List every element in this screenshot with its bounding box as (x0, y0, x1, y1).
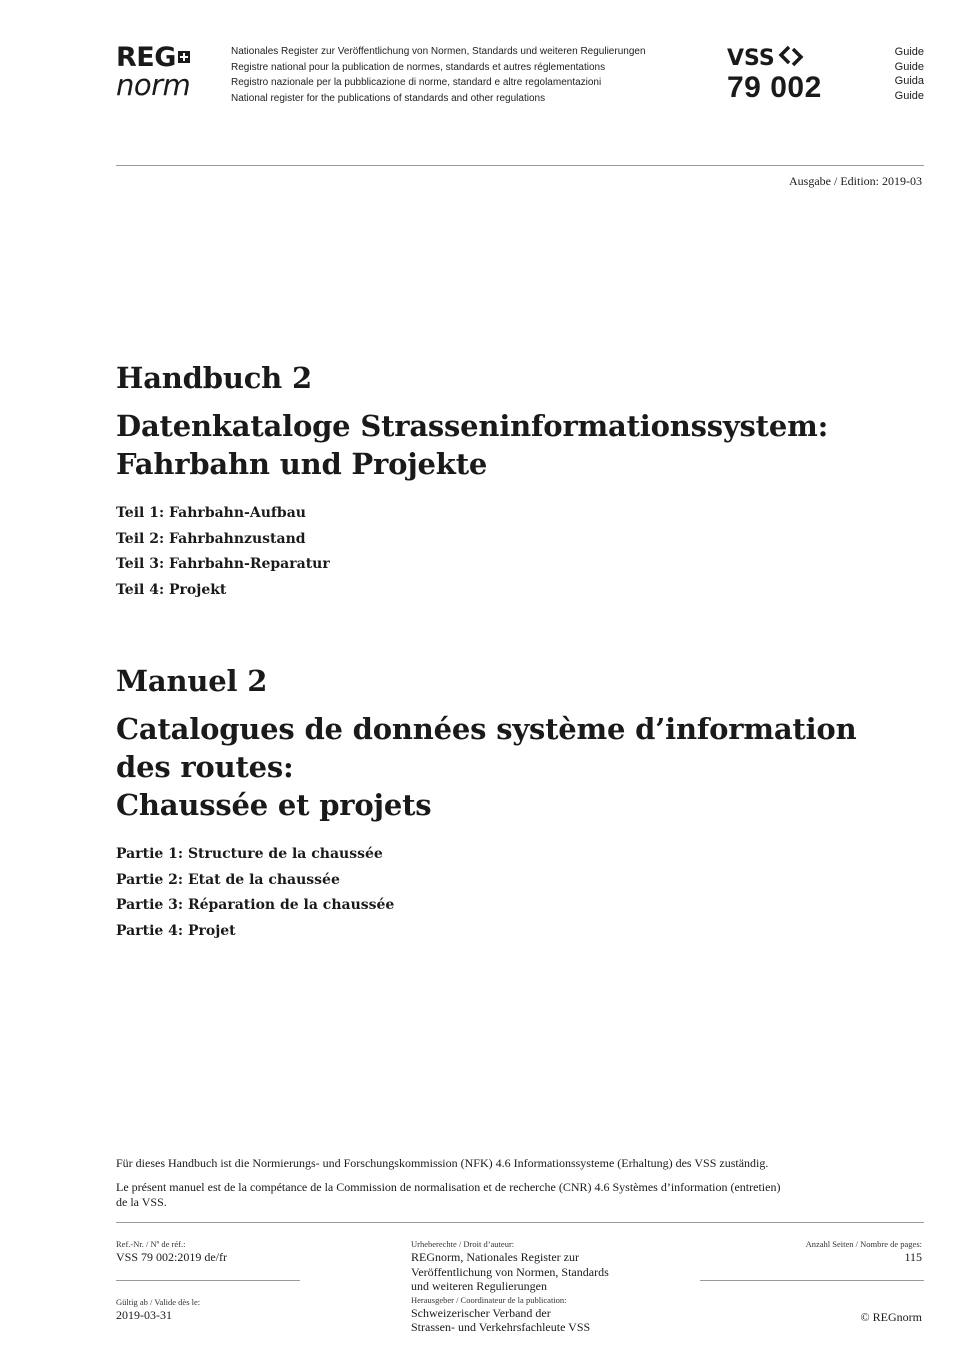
french-part-item: Partie 1: Structure de la chaussée (116, 846, 383, 862)
regnorm-logo (116, 44, 216, 104)
guide-label-de: Guide (894, 46, 924, 58)
publisher-label: Herausgeber / Coordinateur de la publication: (411, 1294, 567, 1305)
publisher-line: Strassen- und Verkehrsfachleute VSS (411, 1320, 591, 1334)
responsibility-fr-line: de la VSS. (116, 1195, 167, 1209)
vss-arrows-icon (777, 44, 805, 68)
responsibility-fr-line: Le présent manuel est de la compétance de la Commission de normalisation et de recherche (CNR) 4.6 Systèmes d’information (entretien) (116, 1180, 781, 1194)
german-parts-list (116, 501, 916, 603)
register-line-it: Registro nazionale per la pubblicazione di norme, standard e altre regolamentazioni (231, 77, 602, 88)
footer-left-divider (116, 1280, 300, 1281)
french-part-item: Partie 2: Etat de la chaussée (116, 871, 340, 888)
footer-copyright-block (411, 1239, 671, 1335)
german-part-item: Teil 2: Fahrbahnzustand (116, 530, 306, 547)
german-title: Handbuch 2 (116, 361, 312, 395)
german-part-item: Teil 4: Projekt (116, 581, 227, 598)
document-number: 79 002 (727, 71, 822, 104)
copyright-mark: © REGnorm (860, 1310, 922, 1324)
logo-norm-text: norm (116, 68, 191, 102)
french-subtitle (116, 710, 916, 824)
publisher-line: Schweizerischer Verband der (411, 1305, 551, 1320)
register-description (231, 44, 646, 106)
german-title-block (116, 359, 916, 603)
copyright-line: Veröffentlichung von Normen, Standards (411, 1264, 609, 1279)
footer-pages-block (722, 1239, 922, 1265)
valid-label: Gültig ab / Valide dès le: (116, 1297, 201, 1307)
guide-label-en: Guide (894, 89, 924, 102)
valid-value: 2019-03-31 (116, 1308, 172, 1322)
french-subtitle-line: Chaussée et projets (116, 788, 432, 822)
footer-ref-block (116, 1239, 301, 1265)
german-subtitle-line: Datenkataloge Strasseninformationssystem: (116, 409, 829, 443)
footer-divider (116, 1222, 924, 1223)
copyright-line: REGnorm, Nationales Register zur (411, 1250, 579, 1264)
guide-label-it: Guida (894, 75, 924, 88)
german-part-item: Teil 3: Fahrbahn-Reparatur (116, 556, 330, 572)
register-line-en: National register for the publications of standards and other regulations (231, 92, 546, 104)
vss-logo-text: VSS (727, 46, 775, 71)
french-parts-list (116, 842, 916, 944)
german-part-item: Teil 1: Fahrbahn-Aufbau (116, 505, 306, 521)
french-subtitle-line: Catalogues de données système d’information (116, 712, 857, 746)
french-part-item: Partie 4: Projet (116, 922, 236, 939)
copyright-label: Urheberechte / Droit d’auteur: (411, 1239, 515, 1249)
french-subtitle-line: des routes: (116, 750, 294, 784)
responsibility-de: Für dieses Handbuch ist die Normierungs- und Forschungskommission (NFK) 4.6 Informationssysteme (Erhaltung) des VSS zuständig. (116, 1156, 769, 1170)
french-part-item: Partie 3: Réparation de la chaussée (116, 897, 395, 913)
german-subtitle (116, 407, 916, 483)
guide-label-fr: Guide (894, 60, 924, 73)
responsibility-fr (116, 1180, 896, 1210)
guide-labels (895, 45, 924, 103)
ref-label: Ref.-Nr. / Nº de réf.: (116, 1239, 186, 1249)
pages-value: 115 (904, 1250, 922, 1264)
copyright-line: und weiteren Regulierungen (411, 1279, 547, 1293)
header-divider (116, 165, 924, 166)
register-line-fr: Registre national pour la publication de normes, standards et autres réglementations (231, 61, 606, 73)
logo-reg-text: REG (116, 42, 176, 73)
french-title-block (116, 662, 916, 944)
edition-date: Ausgabe / Edition: 2019-03 (789, 174, 922, 188)
swiss-cross-icon (178, 51, 190, 63)
footer-valid-block (116, 1297, 301, 1323)
footer-right-divider (700, 1280, 924, 1281)
pages-label: Anzahl Seiten / Nombre de pages: (805, 1239, 922, 1249)
ref-value: VSS 79 002:2019 de/fr (116, 1250, 227, 1264)
register-line-de: Nationales Register zur Veröffentlichung von Normen, Standards und weiteren Regulierungen (231, 46, 646, 57)
german-subtitle-line: Fahrbahn und Projekte (116, 447, 488, 481)
french-title: Manuel 2 (116, 664, 268, 698)
vss-mark (727, 44, 822, 103)
